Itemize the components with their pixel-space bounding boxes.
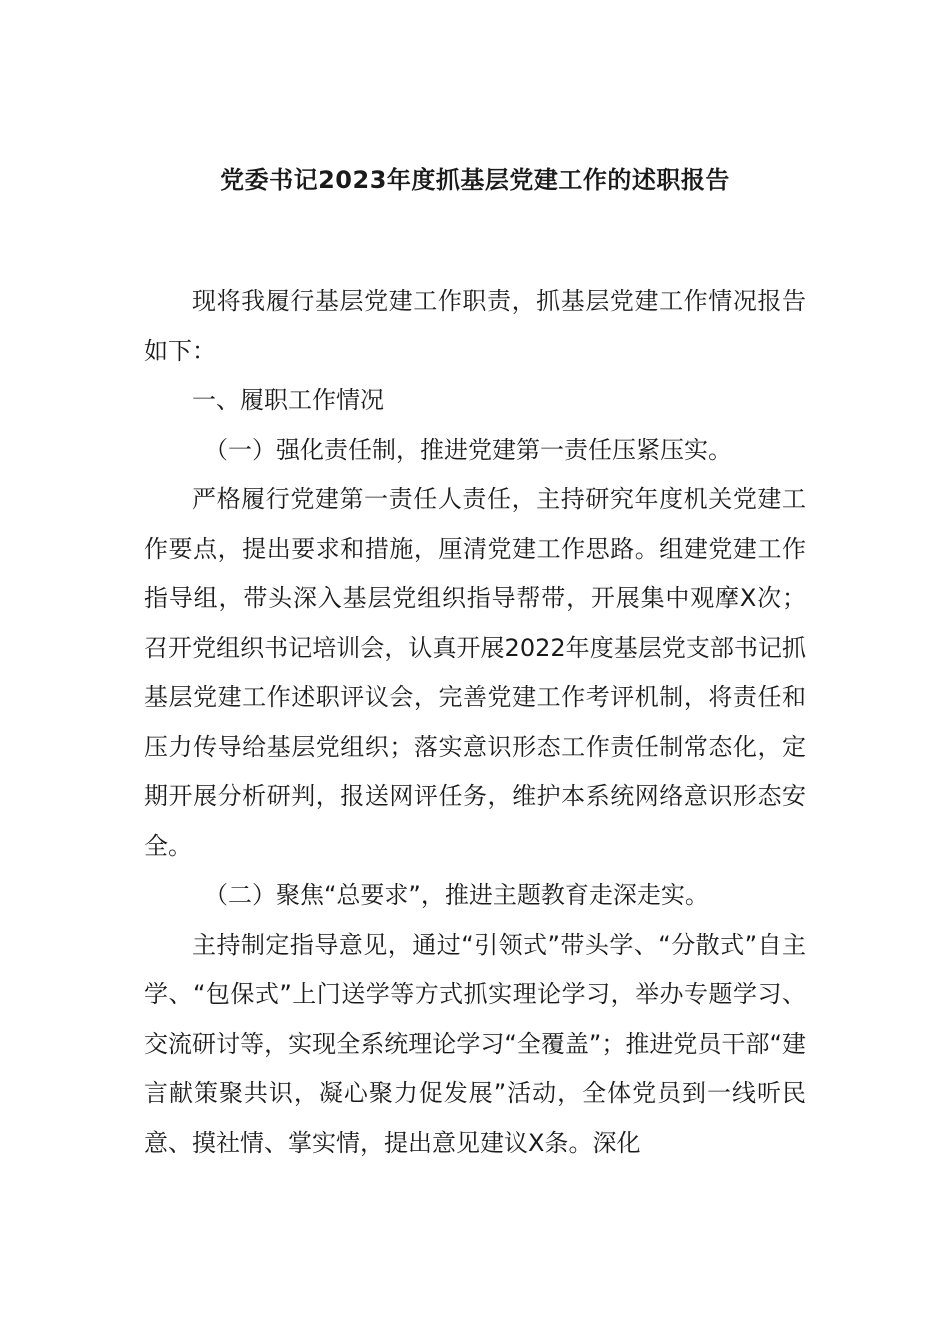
document-title: 党委书记2023年度抓基层党建工作的述职报告 bbox=[220, 166, 730, 194]
subsection-heading: （一）强化责任制，推进党建第一责任压紧压实。 bbox=[204, 435, 732, 464]
intro-paragraph: 现将我履行基层党建工作职责，抓基层党建工作情况报告如下： bbox=[144, 287, 806, 365]
document-body bbox=[144, 277, 806, 1168]
section-heading: 一、履职工作情况 bbox=[192, 386, 384, 414]
body-paragraph: 主持制定指导意见，通过“引领式”带头学、“分散式”自主学、“包保式”上门送学等方式抓实理论学习，举办专题学习、交流研讨等，实现全系统理论学习“全覆盖”；推进党员干部“建言献策聚共识，凝心聚力促发展”活动，全体党员到一线听民意、摸社情、掌实情，提出意见建议X条。深化 bbox=[144, 930, 806, 1157]
subsection-heading: （二）聚焦“总要求”，推进主题教育走深走实。 bbox=[204, 881, 709, 909]
body-paragraph: 严格履行党建第一责任人责任，主持研究年度机关党建工作要点，提出要求和措施，厘清党建工作思路。组建党建工作指导组，带头深入基层党组织指导帮带，开展集中观摩X次；召开党组织书记培训会，认真开展2022年度基层党支部书记抓基层党建工作述职评议会，完善党建工作考评机制，将责任和压力传导给基层党组织；落实意识形态工作责任制常态化，定期开展分析研判，报送网评任务，维护本系统网络意识形态安全。 bbox=[144, 485, 806, 860]
page-bottom-margin bbox=[0, 1180, 950, 1344]
